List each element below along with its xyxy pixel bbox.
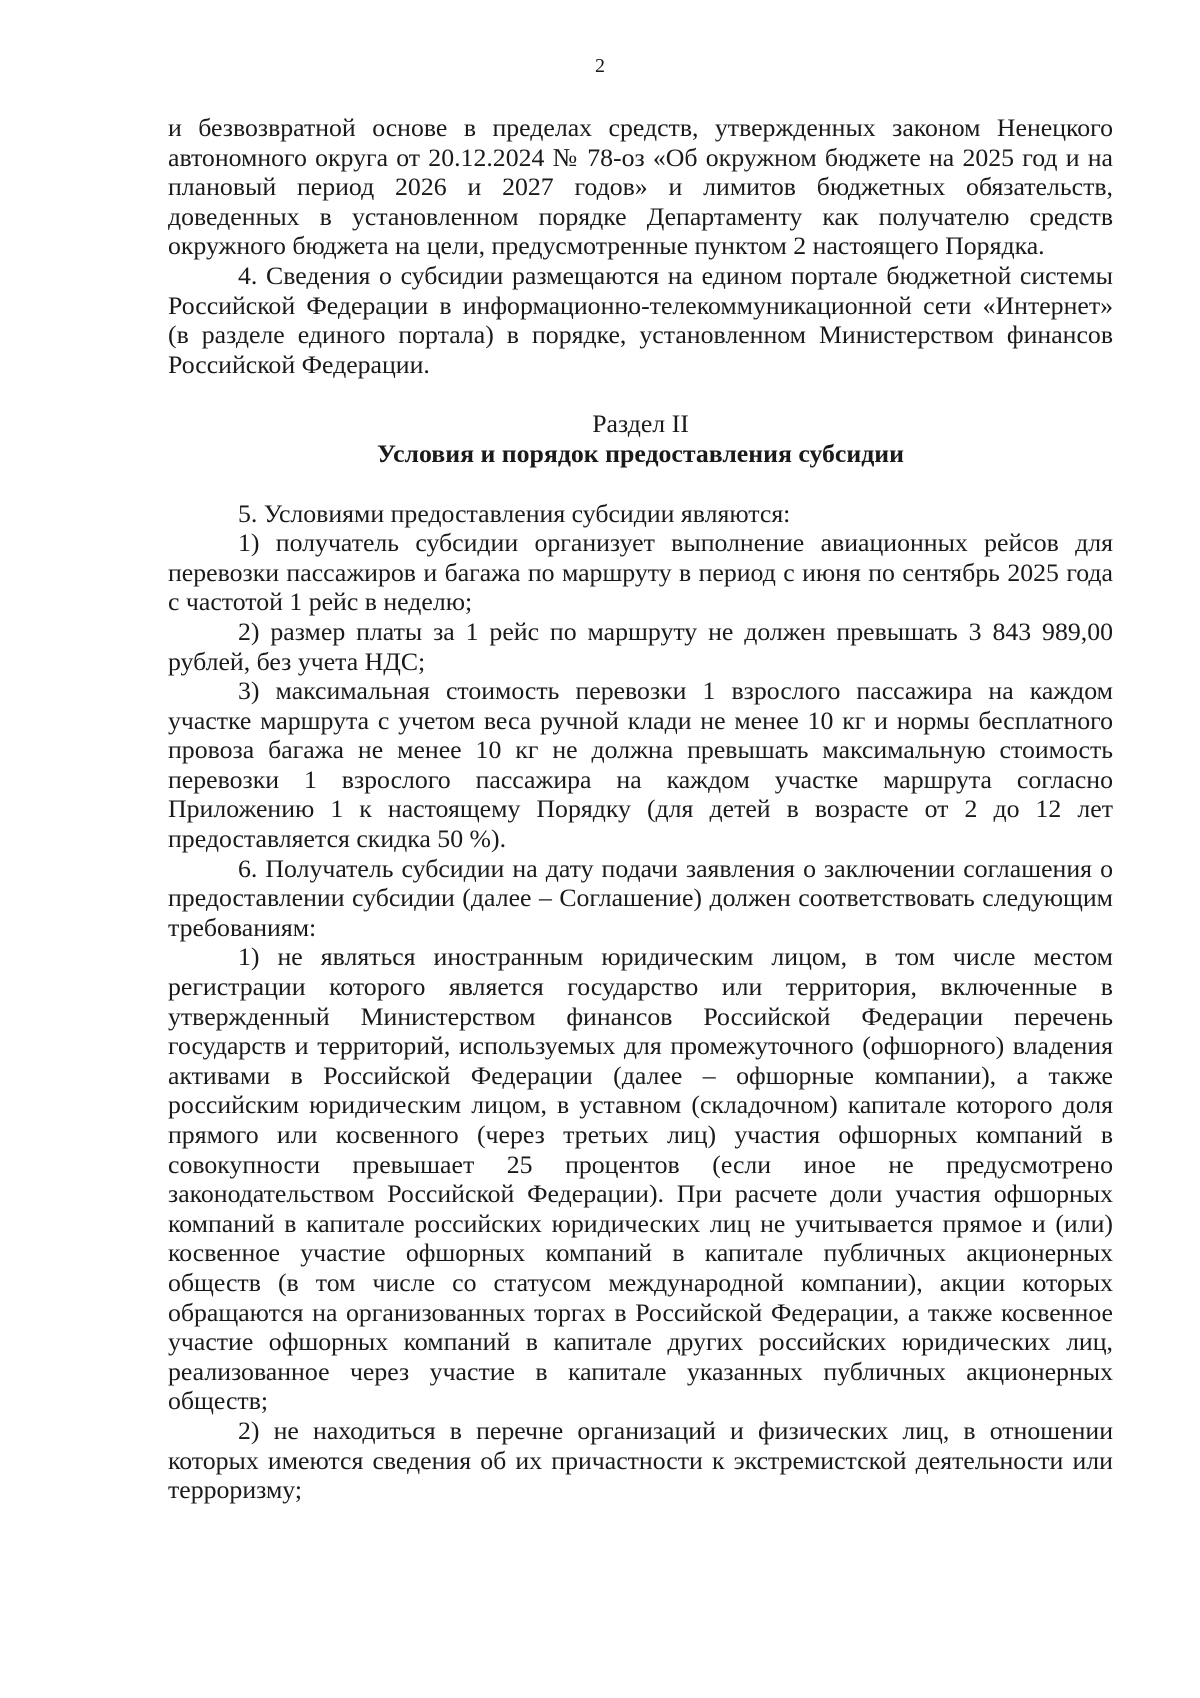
paragraph-6-item-1: 1) не являться иностранным юридическим лицом, в том числе местом регистрации которого является государство или территория, включенные в утвержденный Министерством финансов Российской Федерации перечень государств и территорий, используемых для промежуточного (офшорного) владения активами в Российской Федерации (далее – офшорные компании), а также российским юридическим лицом, в уставном (складочном) капитале которого доля прямого или косвенного (через третьих лиц) участия офшорных компаний в совокупности превышает 25 процентов (если иное не предусмотрено законодательством Российской Федерации). При расчете доли участия офшорных компаний в капитале российских юридических лиц не учитывается прямое и (или) косвенное участие офшорных компаний в капитале публичных акционерных обществ (в том числе со статусом международной компании), акции которых обращаются на организованных торгах в Российской Федерации, а также косвенное участие офшорных компаний в капитале других российских юридических лиц, реализованное через участие в капитале указанных публичных акционерных обществ; [168, 942, 1113, 1416]
paragraph-5-item-1: 1) получатель субсидии организует выполнение авиационных рейсов для перевозки пассажиров и багажа по маршруту в период с июня по сентябрь 2025 года с частотой 1 рейс в неделю; [168, 528, 1113, 617]
paragraph-continuation: и безвозвратной основе в пределах средств, утвержденных законом Ненецкого автономного округа от 20.12.2024 № 78-оз «Об окружном бюджете на 2025 год и на плановый период 2026 и 2027 годов» и лимитов бюджетных обязательств, доведенных в установленном порядке Департаменту как получателю средств окружного бюджета на цели, предусмотренные пунктом 2 настоящего Порядка. [168, 113, 1113, 261]
section-number: Раздел II [592, 409, 689, 439]
page-number: 2 [595, 55, 605, 77]
paragraph-6: 6. Получатель субсидии на дату подачи заявления о заключении соглашения о предоставлении субсидии (далее – Соглашение) должен соответствовать следующим требованиям: [168, 853, 1113, 942]
paragraph-5: 5. Условиями предоставления субсидии являются: [238, 498, 791, 528]
paragraph-5-item-2: 2) размер платы за 1 рейс по маршруту не должен превышать 3 843 989,00 рублей, без учета НДС; [168, 616, 1113, 676]
paragraph-5-item-3: 3) максимальная стоимость перевозки 1 взрослого пассажира на каждом участке маршрута с учетом веса ручной клади не менее 10 кг и нормы бесплатного провоза багажа не менее 10 кг не должна превышать максимальную стоимость перевозки 1 взрослого пассажира на каждом участке маршрута согласно Приложению 1 к настоящему Порядку (для детей в возрасте от 2 до 12 лет предоставляется скидка 50 %). [168, 676, 1113, 854]
paragraph-4: 4. Сведения о субсидии размещаются на едином портале бюджетной системы Российской Федерации в информационно-телекоммуникационной сети «Интернет» (в разделе единого портала) в порядке, установленном Министерством финансов Российской Федерации. [168, 260, 1113, 379]
section-title: Условия и порядок предоставления субсидии [376, 438, 905, 468]
document-body [168, 113, 1113, 1505]
paragraph-6-item-2: 2) не находиться в перечне организаций и физических лиц, в отношении которых имеются сведения об их причастности к экстремистской деятельности или терроризму; [168, 1415, 1113, 1505]
